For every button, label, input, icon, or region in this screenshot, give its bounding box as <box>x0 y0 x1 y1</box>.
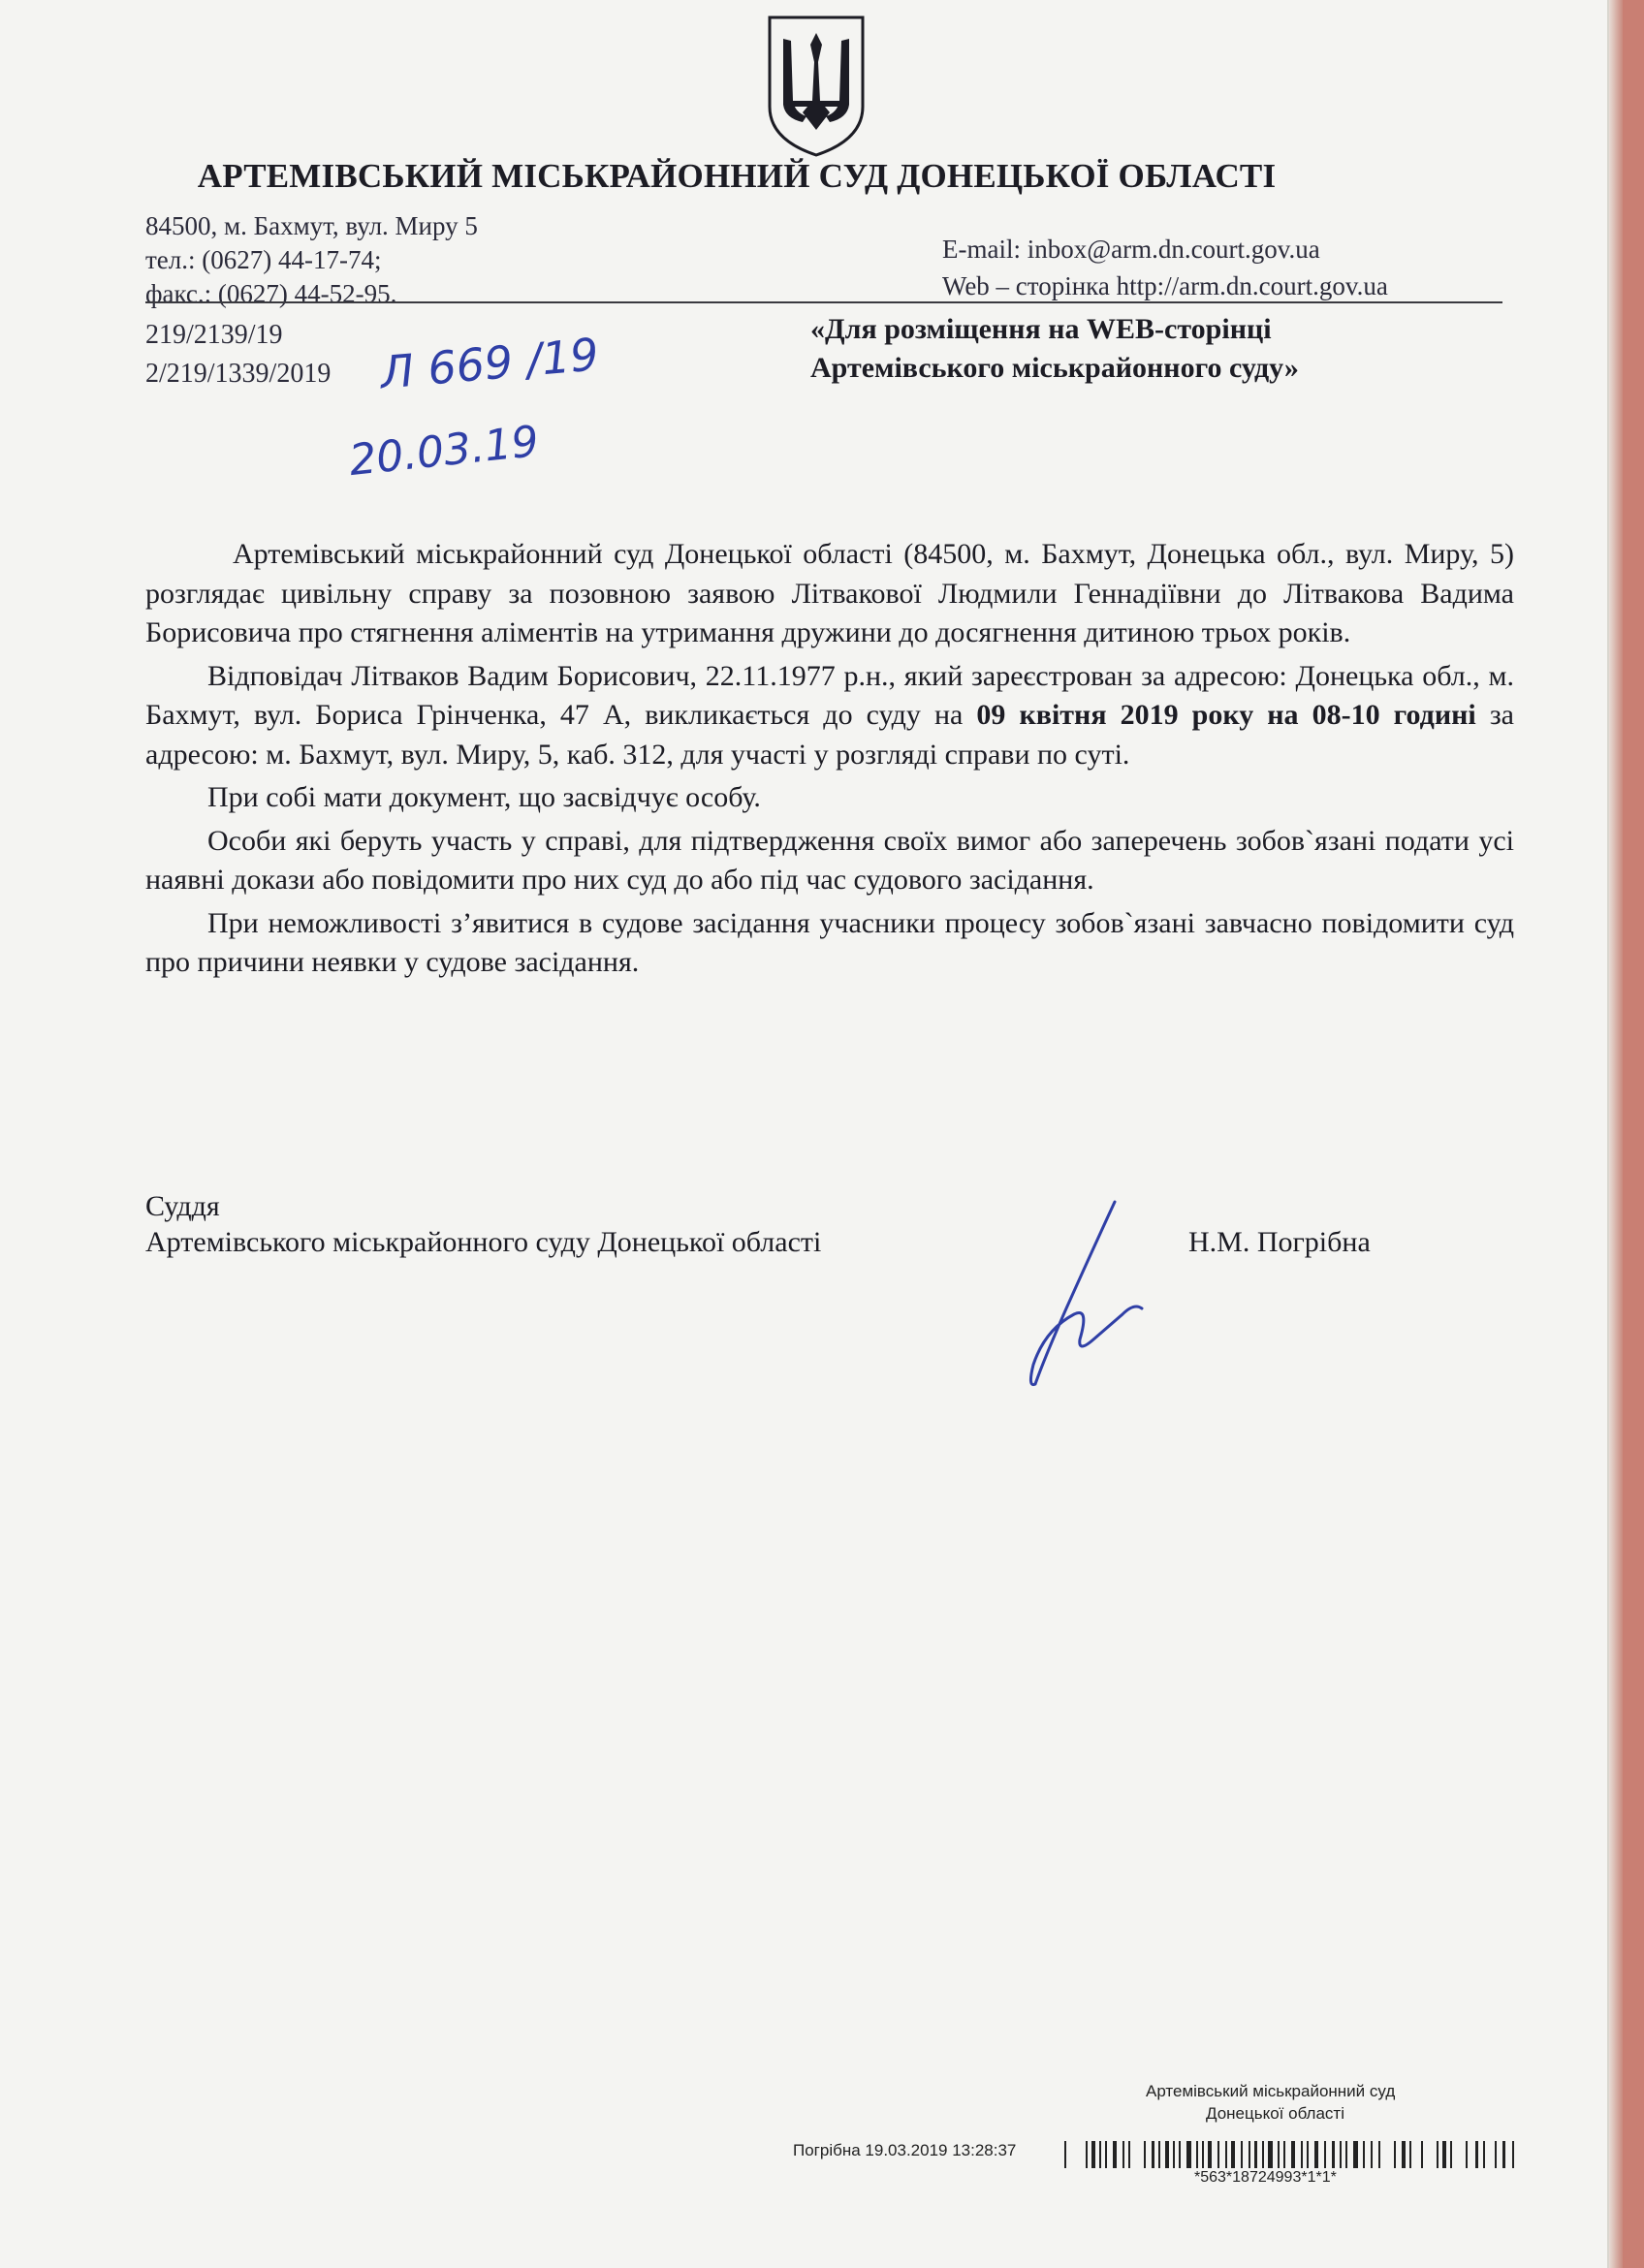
court-website: Web – сторінка http://arm.dn.court.gov.ua <box>942 271 1388 300</box>
footer-stamp-line-2: Донецької області <box>1206 2104 1344 2123</box>
case-number: 219/2139/19 <box>145 320 283 350</box>
court-fax: факс.: (0627) 44-52-95. <box>145 279 397 308</box>
court-email: E-mail: inbox@arm.dn.court.gov.ua <box>942 235 1320 264</box>
signature-role: Суддя <box>145 1190 220 1222</box>
paragraph-case-description: Артемівський міськрайонний суд Донецької області (84500, м. Бахмут, Донецька обл., вул. Миру, 5) розглядає цивільну справу за позовною заявою Літвакової Людмили Геннадіївни до Літвакова Вадима Борисовича про стягнення аліментів на утримання дружини до досягнення дитиною трьох років. <box>145 538 1514 648</box>
barcode <box>1064 2141 1516 2168</box>
footer-printed-by: Погрібна 19.03.2019 13:28:37 <box>793 2141 1017 2159</box>
judge-signature <box>998 1194 1173 1388</box>
paragraph-identity-document: При собі мати документ, що засвідчує особу. <box>207 781 761 813</box>
notice-body <box>145 535 1514 987</box>
web-note-line-2: Артемівського міськрайонного суду» <box>810 352 1299 384</box>
handwritten-registration-number: Л 669 /19 <box>378 328 601 399</box>
summons-text-start: Відповідач Літваков Вадим Борисович, 22.11.1977 р.н., який зареєстрован за адресою: Донецька обл., м. Бахмут, вул. Бориса Грінченка, 47 А, викликається до суду на <box>145 659 1514 731</box>
coat-of-arms-icon <box>762 12 870 159</box>
proceeding-number: 2/219/1339/2019 <box>145 359 332 389</box>
web-note-line-1: «Для розміщення на WEB-сторінці <box>810 313 1272 345</box>
handwritten-registration-date: 20.03.19 <box>346 416 542 487</box>
paragraph-summons <box>145 657 1514 775</box>
signature-court: Артемівського міськрайонного суду Донецької області <box>145 1226 822 1258</box>
judge-name: Н.М. Погрібна <box>1188 1226 1371 1258</box>
sheet-edge <box>1609 0 1623 2268</box>
paragraph-evidence: Особи які беруть участь у справі, для підтвердження своїх вимог або заперечень зобов`язані подати усі наявні докази або повідомити про них суд до або під час судового засідання. <box>145 824 1514 896</box>
summons-text-end: за адресою: м. Бахмут, вул. Миру, 5, каб. 312, для участі у розгляді справи по суті. <box>145 699 1514 771</box>
footer-stamp-line-1: Артемівський міськрайонний суд <box>1146 2082 1396 2100</box>
court-title: АРТЕМІВСЬКИЙ МІСЬКРАЙОННИЙ СУД ДОНЕЦЬКОЇ ОБЛАСТІ <box>197 157 1277 195</box>
header-divider <box>145 301 1502 303</box>
paragraph-absence-notice: При неможливості з’явитися в судове засідання учасники процесу зобов`язані завчасно повідомити суд про причини неявки у судове засідання. <box>145 906 1514 978</box>
web-placement-note <box>810 310 1299 388</box>
hearing-date-time: 09 квітня 2019 року на 08-10 годині <box>976 699 1476 731</box>
barcode-text: *563*18724993*1*1* <box>1194 2169 1337 2186</box>
court-address: 84500, м. Бахмут, вул. Миру 5 <box>145 211 478 240</box>
court-phone: тел.: (0627) 44-17-74; <box>145 245 382 274</box>
